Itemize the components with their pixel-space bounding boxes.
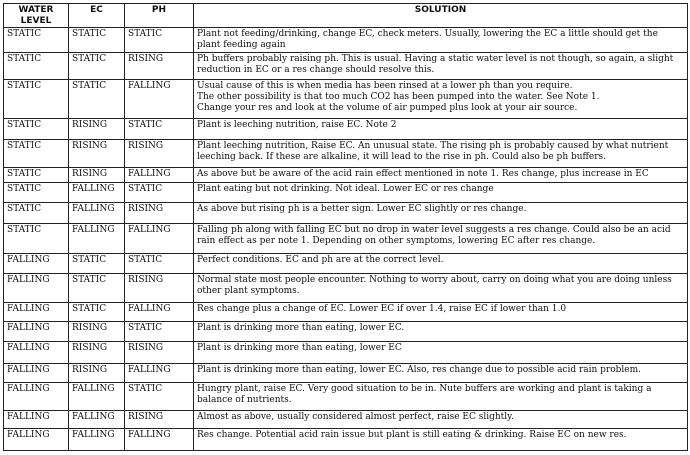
cell-water-level: STATIC: [4, 28, 69, 53]
cell-water-level: STATIC: [4, 140, 69, 168]
cell-solution: Plant eating but not drinking. Not ideal. Lower EC or res change: [194, 183, 688, 203]
cell-ph: RISING: [125, 342, 194, 364]
cell-ph: FALLING: [125, 364, 194, 383]
cell-solution: Ph buffers probably raising ph. This is usual. Having a static water level is not though, so again, a slight reduction in EC or a res change should resolve this.: [194, 53, 688, 80]
troubleshooting-table-container: [3, 3, 687, 451]
cell-water-level: STATIC: [4, 80, 69, 119]
cell-water-level: STATIC: [4, 53, 69, 80]
header-water-level: WATER LEVEL: [4, 4, 69, 28]
cell-solution: Hungry plant, raise EC. Very good situation to be in. Nute buffers are working and plant is taking a balance of nutrients.: [194, 383, 688, 411]
header-ph: PH: [125, 4, 194, 28]
table-row: [4, 28, 688, 53]
table-row: [4, 429, 688, 451]
cell-solution: Perfect conditions. EC and ph are at the correct level.: [194, 254, 688, 274]
cell-ec: RISING: [69, 364, 125, 383]
table-row: [4, 203, 688, 224]
cell-ph: RISING: [125, 140, 194, 168]
cell-water-level: STATIC: [4, 183, 69, 203]
cell-ph: FALLING: [125, 168, 194, 183]
cell-solution: Plant not feeding/drinking, change EC, check meters. Usually, lowering the EC a little should get the plant feeding again: [194, 28, 688, 53]
table-row: [4, 303, 688, 322]
cell-ph: RISING: [125, 53, 194, 80]
cell-water-level: FALLING: [4, 303, 69, 322]
table-row: [4, 322, 688, 342]
header-ec: EC: [69, 4, 125, 28]
cell-water-level: STATIC: [4, 168, 69, 183]
table-row: [4, 183, 688, 203]
cell-ec: FALLING: [69, 411, 125, 429]
cell-ph: RISING: [125, 411, 194, 429]
cell-ec: RISING: [69, 119, 125, 140]
cell-solution: Plant is leeching nutrition, raise EC. Note 2: [194, 119, 688, 140]
cell-ph: RISING: [125, 274, 194, 303]
cell-ph: STATIC: [125, 183, 194, 203]
header-solution: SOLUTION: [194, 4, 688, 28]
cell-ph: FALLING: [125, 303, 194, 322]
cell-water-level: FALLING: [4, 364, 69, 383]
cell-ec: FALLING: [69, 224, 125, 254]
table-row: [4, 140, 688, 168]
cell-solution: Normal state most people encounter. Nothing to worry about, carry on doing what you are doing unless other plant symptoms.: [194, 274, 688, 303]
cell-ph: STATIC: [125, 28, 194, 53]
cell-ph: RISING: [125, 203, 194, 224]
cell-water-level: FALLING: [4, 254, 69, 274]
cell-ec: RISING: [69, 322, 125, 342]
table-row: [4, 274, 688, 303]
table-row: [4, 53, 688, 80]
cell-ec: FALLING: [69, 429, 125, 451]
cell-solution: Res change. Potential acid rain issue but plant is still eating & drinking. Raise EC on new res.: [194, 429, 688, 451]
cell-ph: FALLING: [125, 224, 194, 254]
cell-water-level: STATIC: [4, 203, 69, 224]
cell-ec: STATIC: [69, 80, 125, 119]
cell-ec: STATIC: [69, 254, 125, 274]
cell-ec: FALLING: [69, 203, 125, 224]
cell-water-level: FALLING: [4, 429, 69, 451]
cell-solution: Falling ph along with falling EC but no drop in water level suggests a res change. Could also be an acid rain effect as per note 1. Depending on other symptoms, lowering EC after res change.: [194, 224, 688, 254]
cell-water-level: FALLING: [4, 322, 69, 342]
cell-ec: FALLING: [69, 383, 125, 411]
cell-ec: RISING: [69, 168, 125, 183]
table-row: [4, 342, 688, 364]
table-body: [4, 28, 688, 451]
table-row: [4, 411, 688, 429]
table-row: [4, 168, 688, 183]
cell-water-level: STATIC: [4, 224, 69, 254]
cell-solution: Almost as above, usually considered almost perfect, raise EC slightly.: [194, 411, 688, 429]
cell-solution: Plant is drinking more than eating, lower EC. Also, res change due to possible acid rain problem.: [194, 364, 688, 383]
cell-ec: STATIC: [69, 274, 125, 303]
cell-ph: STATIC: [125, 119, 194, 140]
cell-ph: STATIC: [125, 383, 194, 411]
cell-water-level: STATIC: [4, 119, 69, 140]
table-row: [4, 119, 688, 140]
cell-solution: Usual cause of this is when media has been rinsed at a lower ph than you require. The other possibility is that too much CO2 has been pumped into the water. See Note 1. Change your res and look at the volume of air pumped plus look at your air source.: [194, 80, 688, 119]
cell-ph: FALLING: [125, 80, 194, 119]
cell-ec: RISING: [69, 140, 125, 168]
cell-ec: RISING: [69, 342, 125, 364]
cell-water-level: FALLING: [4, 342, 69, 364]
cell-ph: STATIC: [125, 254, 194, 274]
cell-solution: As above but be aware of the acid rain effect mentioned in note 1. Res change, plus increase in EC: [194, 168, 688, 183]
cell-ec: STATIC: [69, 303, 125, 322]
troubleshooting-table: [3, 3, 688, 451]
table-row: [4, 224, 688, 254]
cell-solution: Plant is drinking more than eating, lower EC: [194, 342, 688, 364]
cell-solution: Plant leeching nutrition, Raise EC. An unusual state. The rising ph is probably caused by what nutrient leeching back. If these are alkaline, it will lead to the rise in ph. Could also be ph buffers.: [194, 140, 688, 168]
cell-solution: Plant is drinking more than eating, lower EC.: [194, 322, 688, 342]
cell-ph: STATIC: [125, 322, 194, 342]
cell-solution: Res change plus a change of EC. Lower EC if over 1.4, raise EC if lower than 1.0: [194, 303, 688, 322]
cell-ec: STATIC: [69, 28, 125, 53]
cell-ec: FALLING: [69, 183, 125, 203]
header-row: [4, 4, 688, 28]
cell-water-level: FALLING: [4, 383, 69, 411]
cell-ph: FALLING: [125, 429, 194, 451]
cell-water-level: FALLING: [4, 411, 69, 429]
table-row: [4, 80, 688, 119]
cell-ec: STATIC: [69, 53, 125, 80]
cell-water-level: FALLING: [4, 274, 69, 303]
table-row: [4, 254, 688, 274]
table-row: [4, 383, 688, 411]
table-row: [4, 364, 688, 383]
cell-solution: As above but rising ph is a better sign. Lower EC slightly or res change.: [194, 203, 688, 224]
